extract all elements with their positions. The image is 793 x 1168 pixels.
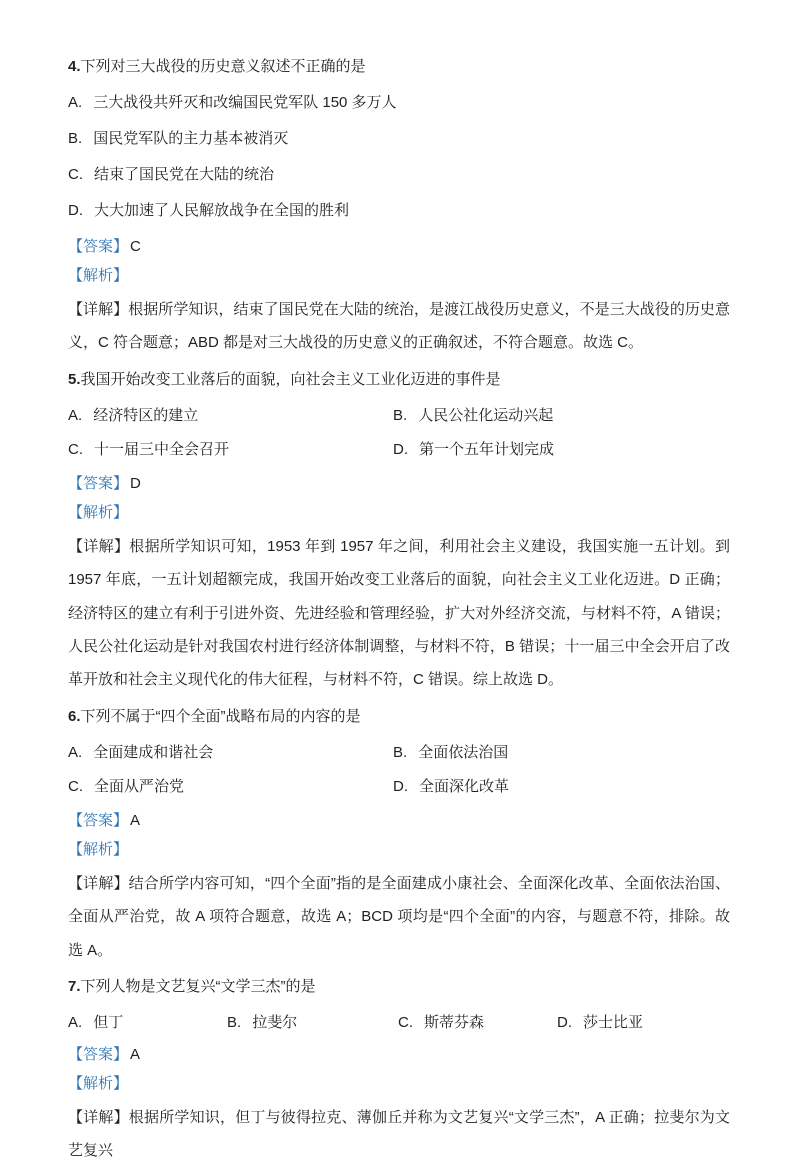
- option-text: 但丁: [93, 1014, 124, 1032]
- analysis-line: [68, 839, 730, 861]
- detail-label: 【详解】: [68, 1109, 129, 1127]
- option-item-a: [68, 405, 393, 427]
- answer-value: A: [130, 811, 141, 829]
- option-text: 三大战役共歼灭和改编国民党军队 150 多万人: [93, 94, 397, 111]
- question-title: [68, 369, 730, 391]
- option-text: 经济特区的建立: [93, 406, 199, 424]
- question-number: 5.: [68, 370, 81, 388]
- option-row: [68, 776, 730, 798]
- detail-label: 【详解】: [68, 874, 129, 892]
- option-item-d: [68, 200, 730, 222]
- option-item-b: [68, 128, 730, 150]
- analysis-label: 【解析】: [68, 1075, 129, 1093]
- option-letter: B.: [227, 1014, 242, 1032]
- option-letter: C.: [68, 777, 83, 795]
- answer-label: 【答案】: [68, 811, 129, 829]
- option-item-a: [68, 1012, 227, 1034]
- option-letter: D.: [393, 440, 408, 458]
- question-number: 4.: [68, 58, 81, 75]
- detail-paragraph: [68, 867, 730, 967]
- option-item-d: [557, 1012, 730, 1034]
- question-title-text: 下列对三大战役的历史意义叙述不正确的是: [80, 58, 366, 75]
- option-letter: B.: [68, 130, 83, 147]
- option-letter: C.: [68, 440, 83, 458]
- option-item-b: [227, 1012, 398, 1034]
- detail-paragraph: [68, 530, 730, 697]
- option-letter: A.: [68, 743, 83, 761]
- option-text: 全面深化改革: [419, 777, 510, 795]
- question-title: [68, 976, 730, 998]
- question-block-7: [68, 976, 730, 1168]
- option-letter: C.: [398, 1014, 413, 1032]
- analysis-line: [68, 265, 730, 287]
- question-title: [68, 56, 730, 78]
- option-text: 结束了国民党在大陆的统治: [94, 166, 275, 183]
- question-number: 6.: [68, 707, 81, 725]
- option-row: [68, 439, 730, 461]
- detail-text: 根据所学知识，结束了国民党在大陆的统治，是渡江战役历史意义，不是三大战役的历史意义，C 符合题意；ABD 都是对三大战役的历史意义的正确叙述，不符合题意。故选 C。: [68, 301, 730, 352]
- answer-label: 【答案】: [68, 474, 129, 492]
- option-letter: A.: [68, 406, 83, 424]
- question-block-6: [68, 706, 730, 967]
- option-text: 全面从严治党: [94, 777, 185, 795]
- option-text: 拉斐尔: [252, 1014, 298, 1032]
- option-letter: D.: [557, 1014, 572, 1032]
- option-item-b: [393, 405, 730, 427]
- answer-line: [68, 236, 730, 258]
- option-text: 十一届三中全会召开: [94, 440, 230, 458]
- question-title-text: 我国开始改变工业落后的面貌，向社会主义工业化迈进的事件是: [80, 370, 501, 388]
- answer-label: 【答案】: [68, 238, 129, 255]
- option-text: 人民公社化运动兴起: [418, 406, 554, 424]
- option-text: 全面建成和谐社会: [93, 743, 214, 761]
- option-letter: D.: [68, 202, 83, 219]
- option-item-d: [393, 439, 730, 461]
- answer-value: D: [130, 474, 141, 492]
- option-item-c: [68, 776, 393, 798]
- analysis-line: [68, 1073, 730, 1095]
- option-letter: B.: [393, 743, 408, 761]
- option-text: 全面依法治国: [418, 743, 509, 761]
- option-letter: A.: [68, 1014, 83, 1032]
- option-text: 国民党军队的主力基本被消灭: [93, 130, 289, 147]
- option-item-c: [68, 439, 393, 461]
- option-text: 大大加速了人民解放战争在全国的胜利: [94, 202, 350, 219]
- answer-label: 【答案】: [68, 1046, 129, 1064]
- option-letter: D.: [393, 777, 408, 795]
- option-row: [68, 1012, 730, 1034]
- question-title: [68, 706, 730, 728]
- answer-value: C: [130, 238, 141, 255]
- option-text: 斯蒂芬森: [424, 1014, 485, 1032]
- option-text: 莎士比亚: [583, 1014, 644, 1032]
- detail-text: 结合所学内容可知，“四个全面”指的是全面建成小康社会、全面深化改革、全面依法治国、全面从严治党，故 A 项符合题意，故选 A；BCD 项均是“四个全面”的内容，与题意不符，排除。故选 A。: [68, 874, 730, 959]
- detail-text: 根据所学知识，但丁与彼得拉克、薄伽丘并称为文艺复兴“文学三杰”，A 正确；拉斐尔为文艺复兴: [68, 1109, 730, 1160]
- option-letter: A.: [68, 94, 83, 111]
- option-letter: B.: [393, 406, 408, 424]
- detail-text: 根据所学知识可知，1953 年到 1957 年之间，利用社会主义建设，我国实施一五计划。到 1957 年底，一五计划超额完成，我国开始改变工业落后的面貌，向社会主义工业化迈进。D 正确；经济特区的建立有利于引进外资、先进经验和管理经验，扩大对外经济交流，与材料不符，A 错误；人民公社化运动是针对我国农村进行经济体制调整，与材料不符，B 错误；十一届三中全会开启了改革开放和社会主义现代化的伟大征程，与材料不符，C 错误。综上故选 D。: [68, 537, 730, 689]
- analysis-line: [68, 502, 730, 524]
- analysis-label: 【解析】: [68, 267, 129, 284]
- question-block-4: [68, 56, 730, 360]
- option-item-c: [68, 164, 730, 186]
- option-text: 第一个五年计划完成: [419, 440, 555, 458]
- detail-paragraph: [68, 293, 730, 360]
- answer-value: A: [130, 1046, 141, 1064]
- answer-line: [68, 473, 730, 495]
- question-block-5: [68, 369, 730, 697]
- question-number: 7.: [68, 978, 81, 996]
- option-item-c: [398, 1012, 557, 1034]
- option-row: [68, 742, 730, 764]
- detail-label: 【详解】: [68, 537, 130, 555]
- option-row: [68, 405, 730, 427]
- detail-label: 【详解】: [68, 301, 129, 318]
- answer-line: [68, 810, 730, 832]
- analysis-label: 【解析】: [68, 840, 129, 858]
- option-letter: C.: [68, 166, 83, 183]
- option-item-a: [68, 742, 393, 764]
- question-title-text: 下列不属于“四个全面”战略布局的内容的是: [80, 707, 361, 725]
- answer-line: [68, 1044, 730, 1066]
- detail-paragraph: [68, 1101, 730, 1168]
- question-title-text: 下列人物是文艺复兴“文学三杰”的是: [80, 978, 316, 996]
- option-item-b: [393, 742, 730, 764]
- option-item-a: [68, 92, 730, 114]
- option-item-d: [393, 776, 730, 798]
- analysis-label: 【解析】: [68, 503, 129, 521]
